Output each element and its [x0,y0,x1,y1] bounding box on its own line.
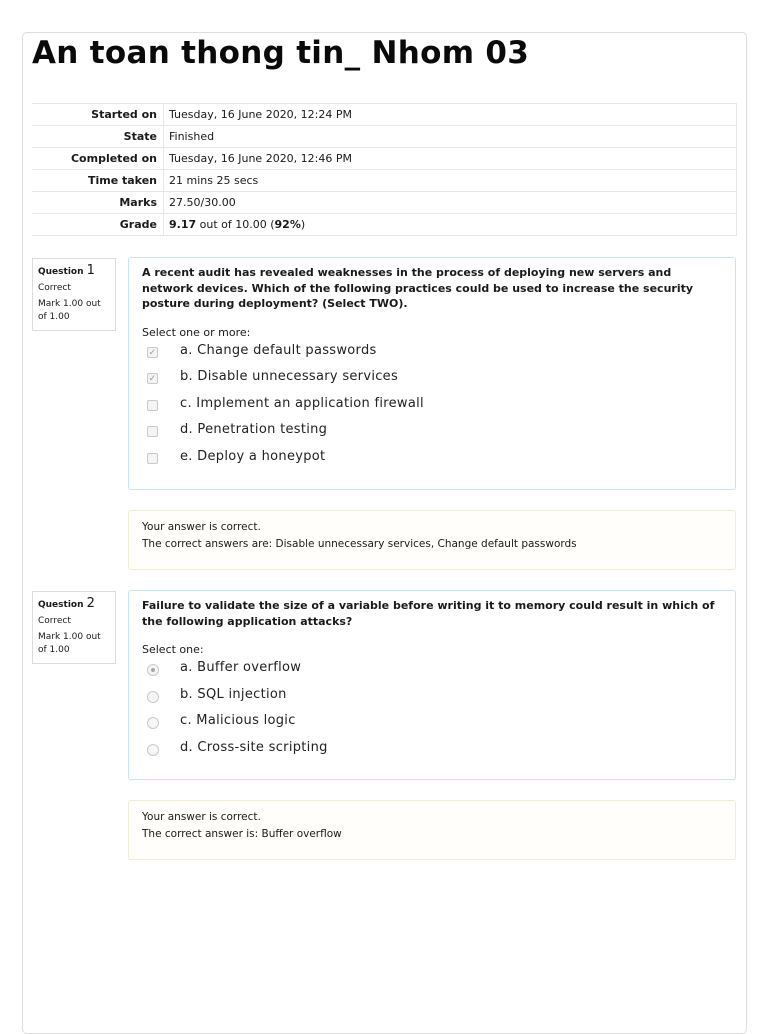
summary-label: State [32,126,164,148]
radio[interactable] [147,691,159,703]
feedback-box-2 [128,800,736,860]
attempt-summary-table [32,103,737,236]
question-state: Correct [38,283,71,293]
option-label: d. Penetration testing [180,422,328,437]
question-state: Correct [38,616,71,626]
summary-label: Grade [32,214,164,236]
answer-option[interactable] [142,418,722,445]
question-word: Question [38,267,84,277]
radio[interactable] [147,717,159,729]
option-label: c. Malicious logic [180,713,296,728]
answer-option[interactable] [142,683,722,710]
grade-score: 9.17 [169,218,197,231]
question-word: Question [38,600,84,610]
feedback-box-1 [128,510,736,570]
answer-option[interactable] [142,709,722,736]
summary-row-grade [32,214,737,236]
answer-option[interactable] [142,736,722,763]
question-number-value: 2 [86,596,95,611]
option-label: c. Implement an application firewall [180,395,424,411]
answer-prompt: Select one: [142,643,204,656]
question-number [38,264,110,279]
summary-label: Marks [32,192,164,214]
feedback-status: Your answer is correct. [142,521,261,533]
question-info-2 [32,591,116,664]
option-label: d. Cross-site scripting [180,739,328,755]
radio[interactable] [147,744,159,756]
question-text: Failure to validate the size of a variable before writing it to memory could result in which of the following application attacks? [142,599,715,628]
summary-label: Time taken [32,170,164,192]
grade-percent: 92% [274,218,301,231]
summary-value: Tuesday, 16 June 2020, 12:46 PM [164,148,737,170]
option-label: a. Buffer overflow [180,660,302,675]
option-label: e. Deploy a honeypot [180,448,326,464]
answer-option[interactable] [142,365,722,392]
feedback-status: Your answer is correct. [142,811,261,823]
summary-row [32,126,737,148]
question-text: A recent audit has revealed weaknesses in the process of deploying new servers and network devices. Which of the following practices could be used to increase the security posture during deployment? (Select TWO). [142,266,694,310]
summary-value: 21 mins 25 secs [164,170,737,192]
question-number [38,597,110,612]
question-mark: Mark 1.00 out of 1.00 [38,632,101,655]
question-info-1 [32,258,116,331]
feedback-correct-answers: The correct answers are: Disable unnecessary services, Change default passwords [142,538,577,550]
page-title: An toan thong tin_ Nhom 03 [32,35,530,71]
summary-row [32,192,737,214]
checkbox[interactable] [147,426,158,437]
grade-value [164,214,737,236]
answer-prompt: Select one or more: [142,325,251,339]
answer-option[interactable] [142,339,722,366]
checkbox[interactable] [147,400,158,411]
feedback-correct-answers: The correct answer is: Buffer overflow [142,828,342,840]
summary-label: Started on [32,104,164,126]
answer-option[interactable] [142,656,722,683]
question-number-value: 1 [86,263,95,278]
summary-label: Completed on [32,148,164,170]
summary-value: Tuesday, 16 June 2020, 12:24 PM [164,104,737,126]
summary-row [32,104,737,126]
option-label: a. Change default passwords [180,342,377,358]
quiz-review-page [22,32,747,1034]
question-content-2 [128,590,736,780]
checkbox-checked[interactable]: ✓ [148,374,157,384]
grade-end: ) [300,218,306,231]
question-content-1 [128,257,736,490]
summary-row [32,170,737,192]
summary-value: 27.50/30.00 [164,192,737,214]
question-mark: Mark 1.00 out of 1.00 [38,299,101,322]
checkbox-checked[interactable]: ✓ [148,347,157,358]
option-label: b. Disable unnecessary services [180,369,399,384]
summary-value: Finished [164,126,737,148]
radio-selected[interactable] [147,664,159,676]
answer-option[interactable] [142,392,722,419]
summary-row [32,148,737,170]
grade-middle: out of 10.00 ( [196,218,275,231]
answer-option[interactable] [142,445,722,472]
option-label: b. SQL injection [180,686,287,702]
checkbox[interactable] [147,453,158,464]
